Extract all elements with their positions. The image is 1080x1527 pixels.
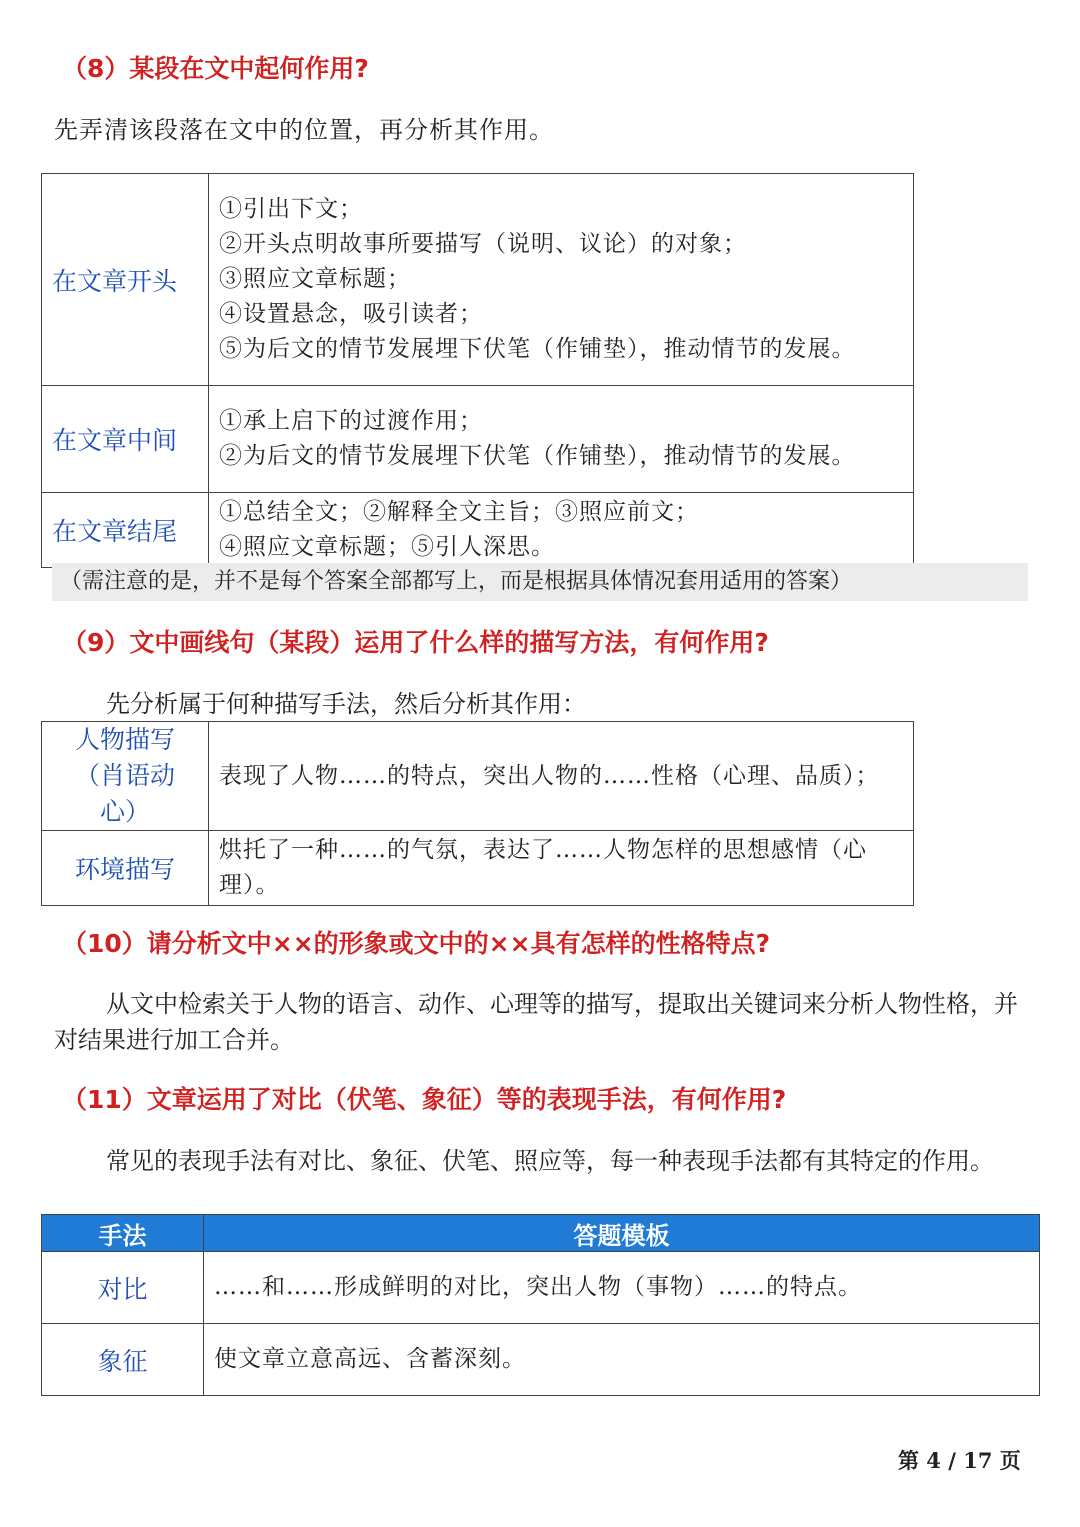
table-row bbox=[42, 174, 914, 386]
table-row bbox=[42, 722, 914, 831]
table-row bbox=[42, 386, 914, 493]
row-content-beginning bbox=[209, 174, 914, 386]
question-9-intro: 先分析属于何种描写手法，然后分析其作用： bbox=[106, 690, 586, 718]
row-label-character: 人物描写（肖语动心） bbox=[42, 722, 209, 831]
row-content-middle bbox=[209, 386, 914, 493]
description-method-table bbox=[41, 721, 914, 906]
row-label-environment: 环境描写 bbox=[42, 831, 209, 906]
content-line: ①总结全文；②解释全文主旨；③照应前文； bbox=[219, 499, 699, 525]
table-header-row bbox=[42, 1215, 1040, 1252]
technique-template-table bbox=[41, 1214, 1040, 1396]
row-content-ending bbox=[209, 493, 914, 568]
question-10-title: （10）请分析文中××的形象或文中的××具有怎样的性格特点? bbox=[62, 929, 771, 958]
header-template: 答题模板 bbox=[204, 1215, 1040, 1252]
row-content-contrast: ……和……形成鲜明的对比，突出人物（事物）……的特点。 bbox=[204, 1252, 1040, 1324]
content-line: ①承上启下的过渡作用； bbox=[219, 408, 483, 434]
table-row bbox=[42, 1252, 1040, 1324]
row-content-symbol: 使文章立意高远、含蓄深刻。 bbox=[204, 1324, 1040, 1396]
table-row bbox=[42, 493, 914, 568]
question-9-title: （9）文中画线句（某段）运用了什么样的描写方法，有何作用? bbox=[62, 628, 769, 657]
content-line: ①引出下文； bbox=[219, 196, 363, 222]
header-technique: 手法 bbox=[42, 1215, 204, 1252]
question-10-body: 从文中检索关于人物的语言、动作、心理等的描写，提取出关键词来分析人物性格，并对结果进行加工合并。 bbox=[54, 990, 1018, 1054]
row-content-environment: 烘托了一种……的气氛，表达了……人物怎样的思想感情（心理）。 bbox=[209, 831, 914, 906]
note-text: （需注意的是，并不是每个答案全部都写上，而是根据具体情况套用适用的答案） bbox=[52, 563, 1028, 601]
content-line: ②开头点明故事所要描写（说明、议论）的对象； bbox=[219, 231, 747, 257]
page-number: 第 4 / 17 页 bbox=[898, 1448, 1021, 1473]
content-line: ②为后文的情节发展埋下伏笔（作铺垫），推动情节的发展。 bbox=[219, 443, 856, 469]
question-11-body: 常见的表现手法有对比、象征、伏笔、照应等，每一种表现手法都有其特定的作用。 bbox=[106, 1147, 994, 1175]
row-label-beginning: 在文章开头 bbox=[42, 174, 209, 386]
row-label-middle: 在文章中间 bbox=[42, 386, 209, 493]
content-line: ⑤为后文的情节发展埋下伏笔（作铺垫），推动情节的发展。 bbox=[219, 336, 856, 362]
row-label-ending: 在文章结尾 bbox=[42, 493, 209, 568]
position-function-table bbox=[41, 173, 914, 568]
content-line: ④设置悬念，吸引读者； bbox=[219, 301, 483, 327]
table-row bbox=[42, 1324, 1040, 1396]
row-content-character: 表现了人物……的特点，突出人物的……性格（心理、品质）； bbox=[209, 722, 914, 831]
row-label-symbol: 象征 bbox=[42, 1324, 204, 1396]
question-8-title: （8）某段在文中起何作用? bbox=[62, 54, 369, 83]
question-8-intro: 先弄清该段落在文中的位置，再分析其作用。 bbox=[54, 116, 554, 144]
content-line: ④照应文章标题；⑤引人深思。 bbox=[219, 534, 555, 560]
question-11-title: （11）文章运用了对比（伏笔、象征）等的表现手法，有何作用? bbox=[62, 1085, 787, 1114]
row-label-contrast: 对比 bbox=[42, 1252, 204, 1324]
table-row bbox=[42, 831, 914, 906]
content-line: ③照应文章标题； bbox=[219, 266, 411, 292]
